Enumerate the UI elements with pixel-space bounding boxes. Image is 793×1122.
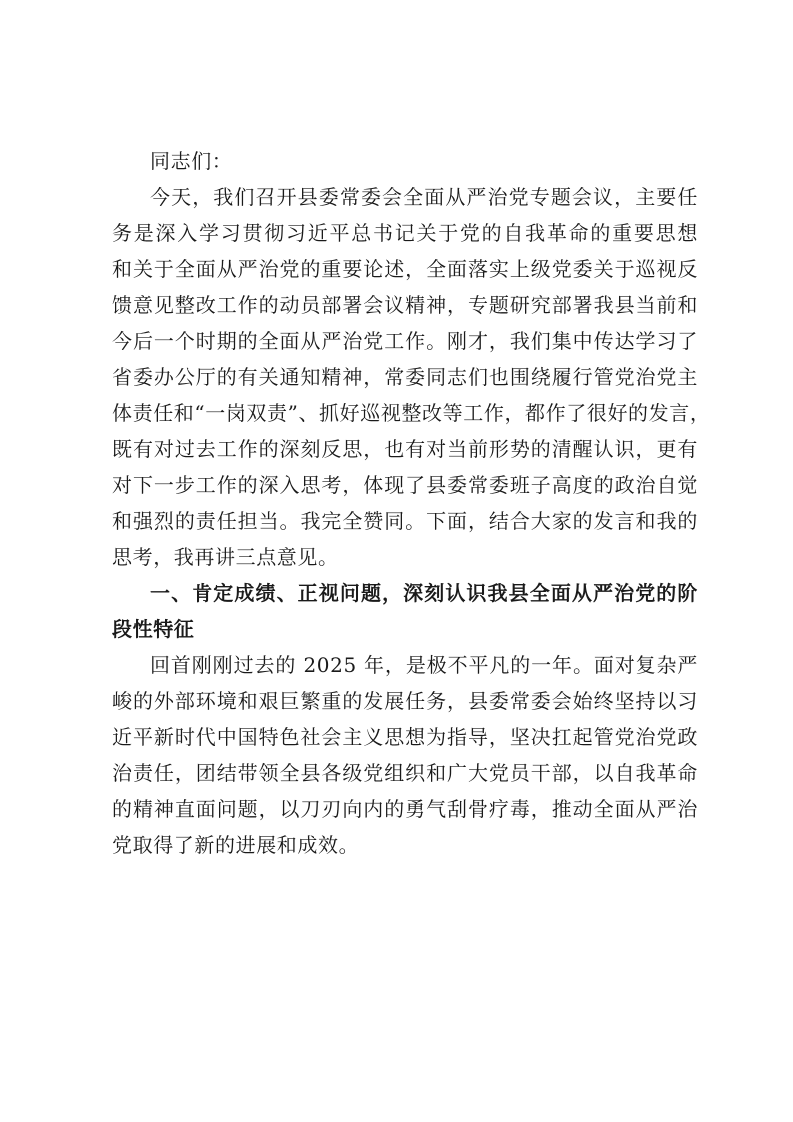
paragraph-line: 今天，我们召开县委常委会全面从严治党专题会议，主要任	[150, 185, 698, 209]
paragraph-opening	[112, 179, 711, 575]
paragraph-line: 馈意见整改工作的动员部署会议精神，专题研究部署我县当前和	[112, 293, 698, 317]
paragraph-line: 和强烈的责任担当。我完全赞同。下面，结合大家的发言和我的	[112, 509, 698, 533]
paragraph-line: 体责任和“一岗双责”、抓好巡视整改等工作，都作了很好的发言，	[112, 401, 711, 425]
paragraph-line: 峻的外部环境和艰巨繁重的发展任务，县委常委会始终坚持以习	[112, 689, 698, 713]
document-body	[112, 143, 711, 863]
heading-line: 段性特征	[112, 617, 195, 641]
paragraph-line: 今后一个时期的全面从严治党工作。刚才，我们集中传达学习了	[112, 329, 698, 353]
paragraph-line: 的精神直面问题，以刀刃向内的勇气刮骨疗毒，推动全面从严治	[112, 797, 698, 821]
paragraph-line: 回首刚刚过去的 2025 年，是极不平凡的一年。面对复杂严	[150, 653, 698, 677]
paragraph-review	[112, 647, 698, 863]
paragraph-line: 务是深入学习贯彻习近平总书记关于党的自我革命的重要思想	[112, 221, 698, 245]
paragraph-line: 治责任，团结带领全县各级党组织和广大党员干部，以自我革命	[112, 761, 698, 785]
paragraph-line: 和关于全面从严治党的重要论述，全面落实上级党委关于巡视反	[112, 257, 698, 281]
paragraph-line: 既有对过去工作的深刻反思，也有对当前形势的清醒认识，更有	[112, 437, 698, 461]
paragraph-line: 对下一步工作的深入思考，体现了县委常委班子高度的政治自觉	[112, 473, 698, 497]
section-heading	[112, 575, 698, 647]
paragraph-line: 近平新时代中国特色社会主义思想为指导，坚决扛起管党治党政	[112, 725, 698, 749]
heading-line: 一、肯定成绩、正视问题，深刻认识我县全面从严治党的阶	[150, 581, 698, 605]
greeting	[112, 143, 698, 179]
paragraph-line: 思考，我再讲三点意见。	[112, 545, 339, 569]
greeting-line: 同志们：	[150, 149, 233, 173]
paragraph-line: 省委办公厅的有关通知精神，常委同志们也围绕履行管党治党主	[112, 365, 698, 389]
paragraph-line: 党取得了新的进展和成效。	[112, 833, 360, 857]
